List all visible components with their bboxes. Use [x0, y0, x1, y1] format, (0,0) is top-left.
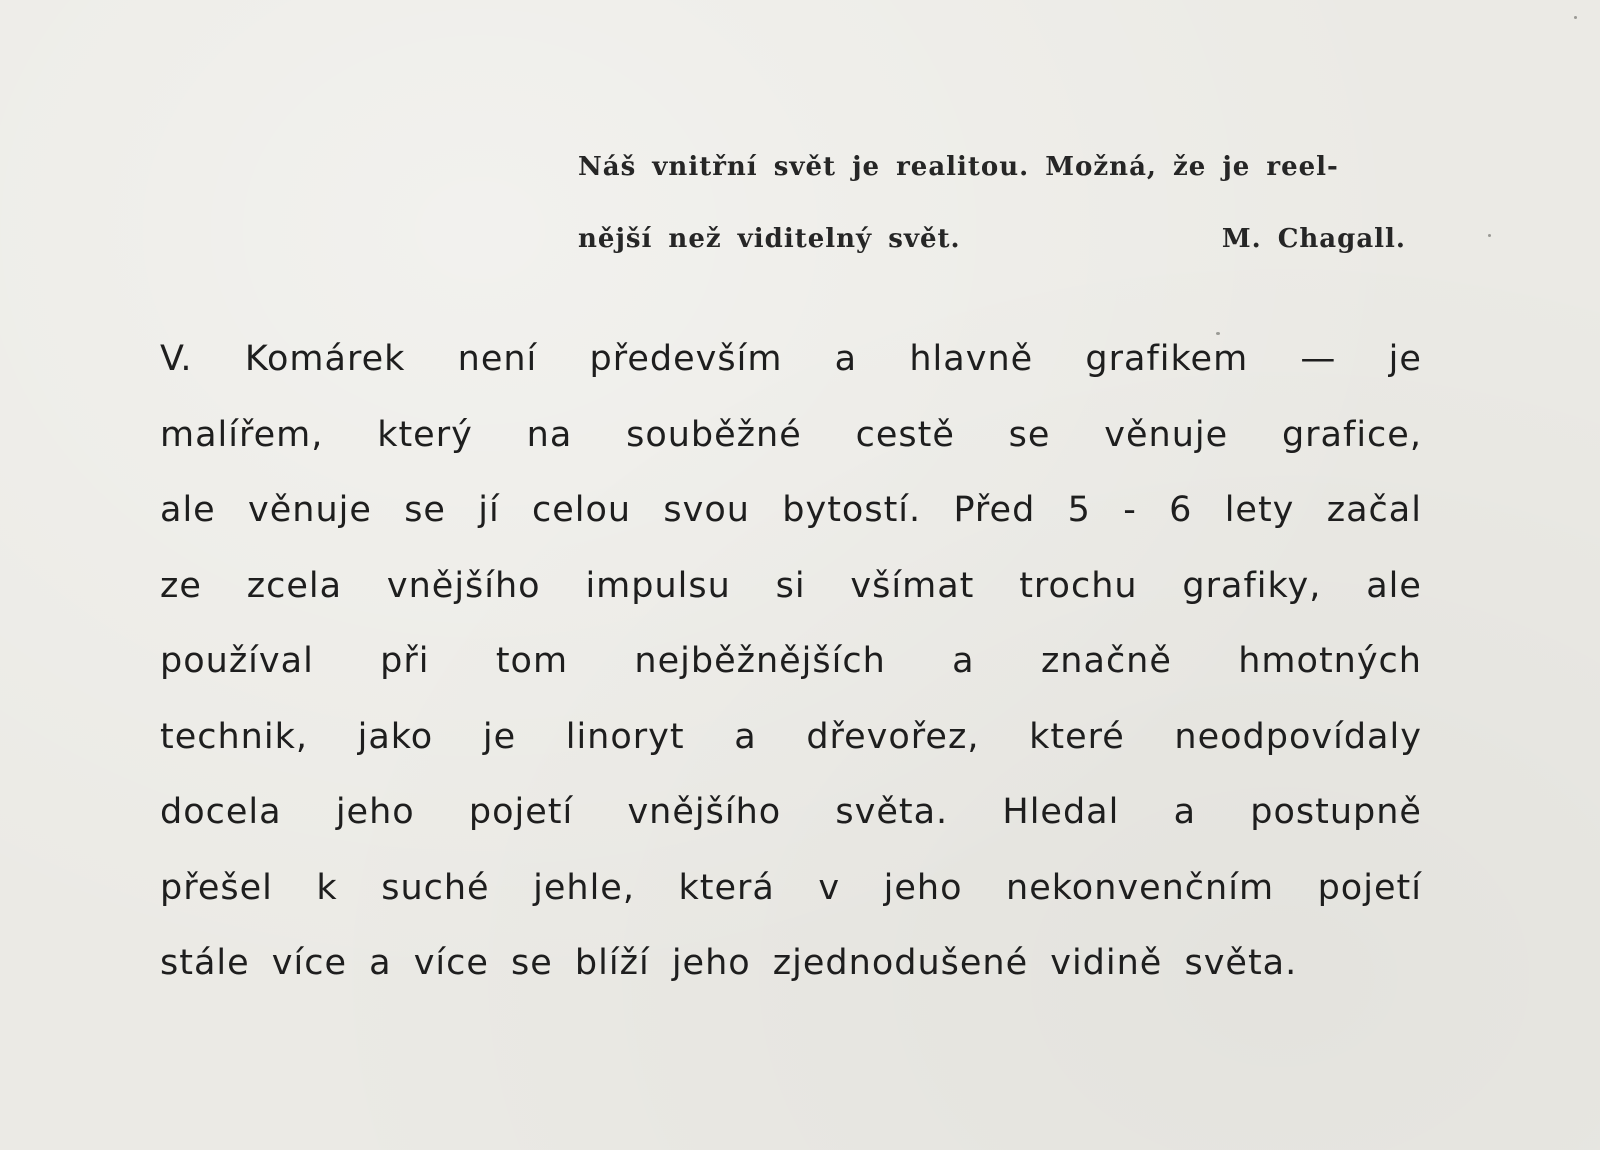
word: - — [1123, 490, 1137, 530]
word: a — [1173, 792, 1197, 832]
word: neodpovídaly — [1174, 716, 1422, 757]
word: používal — [160, 641, 314, 681]
word: přešel — [160, 867, 273, 908]
body-line — [160, 561, 1422, 637]
word: hmotných — [1238, 641, 1422, 681]
word: docela — [160, 792, 282, 832]
word: 5 — [1067, 490, 1091, 530]
word: jako — [357, 716, 434, 757]
word: nejběžnějších — [634, 641, 886, 681]
word: dřevořez, — [806, 716, 980, 757]
word: postupně — [1250, 792, 1422, 832]
epigraph-line-2 — [578, 214, 1406, 286]
word: značně — [1040, 641, 1172, 681]
epigraph-line-1: Náš vnitřní svět je realitou. Možná, že je reel- — [578, 152, 1339, 182]
word: ale — [160, 490, 216, 530]
word: začal — [1326, 490, 1422, 530]
word: a — [952, 641, 975, 681]
paper-speck — [1488, 234, 1491, 237]
word: při — [380, 641, 430, 681]
word: a — [734, 716, 757, 757]
word: je — [1388, 339, 1422, 379]
word: svou — [663, 490, 750, 530]
word: je — [482, 716, 517, 757]
body-line — [160, 787, 1422, 863]
word: souběžné — [626, 414, 802, 455]
word: především — [589, 339, 783, 379]
word: linoryt — [565, 716, 685, 757]
word: grafice, — [1281, 414, 1422, 455]
word: na — [526, 414, 573, 455]
word: zcela — [246, 565, 343, 606]
body-paragraph — [160, 334, 1422, 1014]
word: věnuje — [1104, 414, 1229, 455]
word: ze — [160, 565, 202, 606]
word: Hledal — [1002, 792, 1120, 832]
word: — — [1300, 339, 1337, 379]
word: pojetí — [468, 792, 574, 832]
word: se — [404, 490, 446, 530]
word: lety — [1224, 490, 1295, 530]
word: grafiky, — [1182, 565, 1322, 606]
word: v — [818, 867, 841, 908]
word: nekonvenčním — [1006, 867, 1275, 908]
word: suché — [381, 867, 490, 908]
word: pojetí — [1317, 867, 1422, 908]
paper-speck — [1216, 332, 1220, 335]
epigraph-author: M. Chagall. — [1221, 224, 1406, 254]
word: technik, — [160, 716, 308, 757]
word: malířem, — [160, 414, 324, 455]
word: celou — [532, 490, 632, 530]
paper-speck — [1574, 16, 1577, 19]
epigraph-quote — [578, 142, 1418, 286]
body-line: stále více a více se blíží jeho zjednodušené vidině světa. — [160, 943, 1298, 983]
word: není — [457, 339, 538, 379]
word: grafikem — [1085, 339, 1249, 379]
word: hlavně — [909, 339, 1034, 379]
word: se — [1008, 414, 1051, 455]
word: impulsu — [585, 565, 731, 606]
word: vnějšího — [386, 565, 541, 606]
word: jí — [478, 490, 500, 530]
word: si — [775, 565, 806, 606]
word: Komárek — [244, 339, 406, 379]
body-line — [160, 485, 1422, 561]
word: trochu — [1019, 565, 1138, 606]
word: která — [678, 867, 775, 908]
word: cestě — [855, 414, 955, 455]
body-line — [160, 334, 1422, 410]
body-line — [160, 410, 1422, 486]
word: všímat — [850, 565, 975, 606]
word: ale — [1366, 565, 1422, 606]
word: tom — [495, 641, 569, 681]
word: jehle, — [533, 867, 635, 908]
body-line — [160, 636, 1422, 712]
body-line — [160, 863, 1422, 939]
word: Před — [953, 490, 1036, 530]
word: a — [834, 339, 858, 379]
word: který — [377, 414, 473, 455]
word: světa. — [835, 792, 949, 832]
epigraph-line-2-text: nější než viditelný svět. — [578, 224, 961, 254]
word: 6 — [1169, 490, 1193, 530]
word: věnuje — [248, 490, 372, 530]
word: bytostí. — [782, 490, 922, 530]
word: k — [316, 867, 338, 908]
word: vnějšího — [627, 792, 782, 832]
word: V. — [160, 339, 193, 379]
word: jeho — [883, 867, 963, 908]
word: které — [1029, 716, 1125, 757]
body-line — [160, 712, 1422, 788]
word: jeho — [335, 792, 415, 832]
